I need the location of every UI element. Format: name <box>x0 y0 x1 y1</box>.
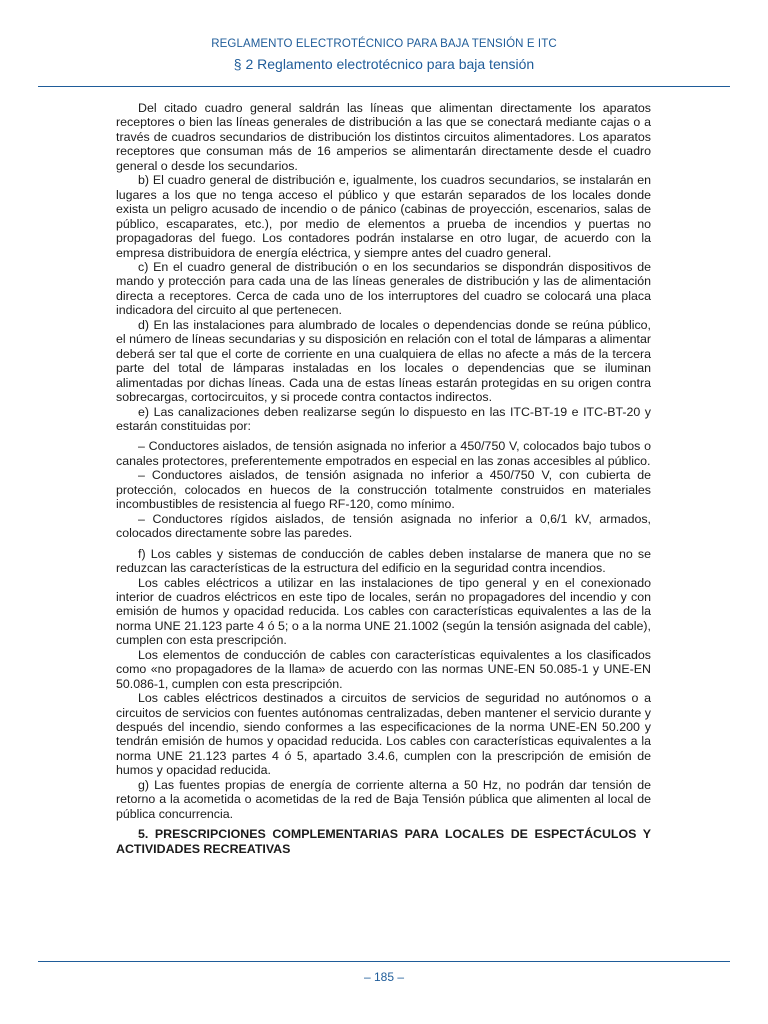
paragraph-g: g) Las fuentes propias de energía de corriente alterna a 50 Hz, no podrán dar tensión de retorno a la acometida o acometidas de la red de Baja Tensión pública que alimenten al local de pública concurrencia. <box>116 777 651 821</box>
paragraph-e: e) Las canalizaciones deben realizarse según lo dispuesto en las ITC-BT-19 e ITC-BT-20 y estarán constituidas por: <box>116 404 651 433</box>
list-item: – Conductores aislados, de tensión asignada no inferior a 450/750 V, con cubierta de protección, colocados en huecos de la construcción totalmente construidos en materiales incombustibles de resistencia al fuego RF-120, como mínimo. <box>116 468 651 512</box>
list-item: – Conductores rígidos aislados, de tensión asignada no inferior a 0,6/1 kV, armados, colocados directamente sobre las paredes. <box>116 511 651 541</box>
section-subtitle: § 2 Reglamento electrotécnico para baja tensión <box>233 56 535 72</box>
paragraph-d: d) En las instalaciones para alumbrado de locales o dependencias donde se reúna público, el número de líneas secundarias y su disposición en relación con el total de lámparas a alimentar deberá ser tal que el corte de corriente en una cualquiera de ellas no afecte a más de la tercera parte del total de lámparas instaladas en los locales o dependencias que se iluminan alimentadas por dichas líneas. Cada una de estas líneas estarán protegidas en su origen contra sobrecargas, cortocircuitos, y si procede contra contactos indirectos. <box>116 317 651 405</box>
list-item: – Conductores aislados, de tensión asignada no inferior a 450/750 V, colocados bajo tubos o canales protectores, preferentemente empotrados en especial en las zonas accesibles al público. <box>116 439 651 468</box>
paragraph: Los cables eléctricos a utilizar en las instalaciones de tipo general y en el conexionado interior de cuadros eléctricos en este tipo de locales, serán no propagadores del incendio y con emisión de humos y opacidad reducida. Los cables con características equivalentes a las de la norma UNE 21.123 parte 4 ó 5; o a la norma UNE 21.1002 (según la tensión asignada del cable), cumplen con esta prescripción. <box>116 575 651 648</box>
page-header <box>38 38 730 72</box>
footer-divider <box>38 961 730 962</box>
paragraph: Los elementos de conducción de cables con características equivalentes a los clasificados como «no propagadores de la llama» de acuerdo con las normas UNE-EN 50.085-1 y UNE-EN 50.086-1, cumplen con esta prescripción. <box>116 647 651 691</box>
page-number: – 185 – <box>363 970 405 984</box>
paragraph: Del citado cuadro general saldrán las líneas que alimentan directamente los aparatos receptores o bien las líneas generales de distribución a las que se conectará mediante cajas o a través de cuadros secundarios de distribución los distintos circuitos alimentadores. Los aparatos receptores que consuman más de 16 amperios se alimentarán directamente desde el cuadro general o desde los secundarios. <box>116 101 651 173</box>
body-text <box>116 101 651 856</box>
section-heading: 5. PRESCRIPCIONES COMPLEMENTARIAS PARA LOCALES DE ESPECTÁCULOS Y ACTIVIDADES RECREATIVAS <box>116 827 651 856</box>
document-title: REGLAMENTO ELECTROTÉCNICO PARA BAJA TENSIÓN E ITC <box>211 38 557 50</box>
paragraph-f: f) Los cables y sistemas de conducción de cables deben instalarse de manera que no se reduzcan las características de la estructura del edificio en la seguridad contra incendios. <box>116 546 651 576</box>
paragraph-b: b) El cuadro general de distribución e, igualmente, los cuadros secundarios, se instalarán en lugares a los que no tenga acceso el público y que estarán separados de los locales donde exista un peligro acusado de incendio o de pánico (cabinas de proyección, escenarios, salas de público, escaparates, etc.), por medio de elementos a prueba de incendios y puertas no propagadoras del fuego. Los contadores podrán instalarse en otro lugar, de acuerdo con la empresa distribuidora de energía eléctrica, y siempre antes del cuadro general. <box>116 173 651 260</box>
header-divider <box>38 86 730 87</box>
paragraph: Los cables eléctricos destinados a circuitos de servicios de seguridad no autónomos o a circuitos de servicios con fuentes autónomas centralizadas, deben mantener el servicio durante y después del incendio, siendo conformes a las especificaciones de la norma UNE-EN 50.200 y tendrán emisión de humos y opacidad reducida. Los cables con características equivalentes a la norma UNE 21.123 partes 4 ó 5, apartado 3.4.6, cumplen con la prescripción de emisión de humos y opacidad reducida. <box>116 691 651 778</box>
paragraph-c: c) En el cuadro general de distribución o en los secundarios se dispondrán dispositivos de mando y protección para cada una de las líneas generales de distribución y las de alimentación directa a receptores. Cerca de cada uno de los interruptores del cuadro se colocará una placa indicadora del circuito al que pertenecen. <box>116 259 651 318</box>
